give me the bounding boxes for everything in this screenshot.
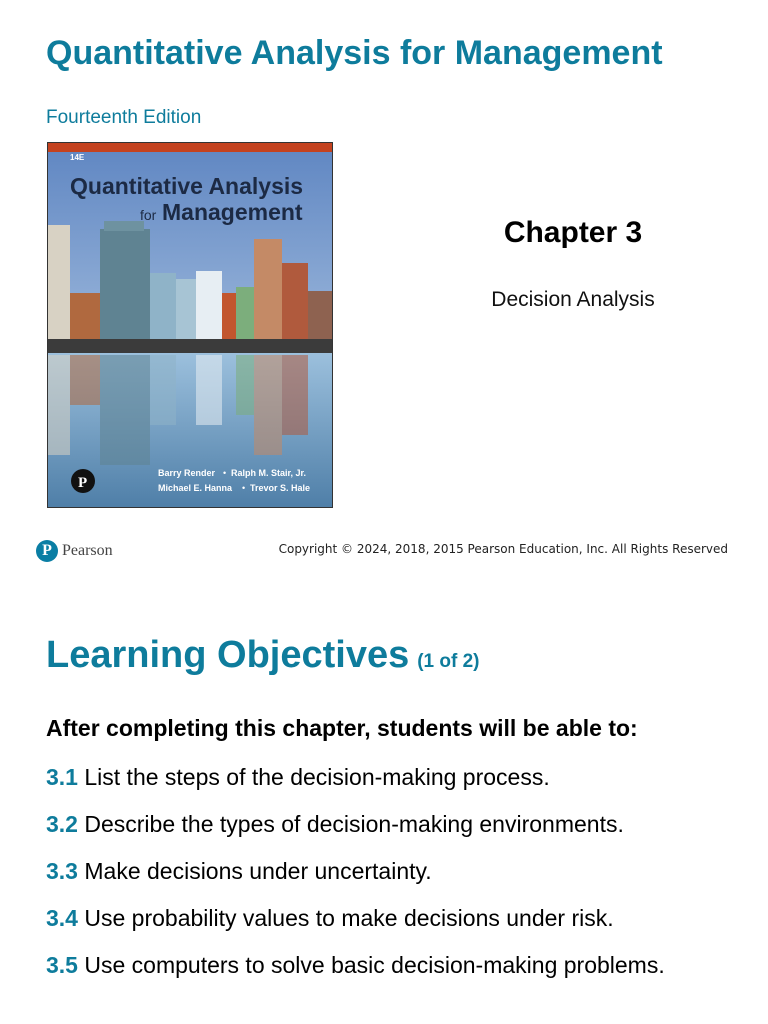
pearson-p-icon: P (36, 540, 58, 562)
cover-illustration (48, 143, 332, 507)
objective-item (46, 809, 726, 839)
objective-text: List the steps of the decision-making process. (84, 764, 550, 790)
objective-item (46, 903, 726, 933)
slide-title-suffix: (1 of 2) (417, 651, 480, 672)
objectives-list (46, 762, 726, 997)
objective-text: Describe the types of decision-making environments. (84, 811, 624, 837)
copyright-notice: Copyright © 2024, 2018, 2015 Pearson Education, Inc. All Rights Reserved (278, 542, 728, 556)
objective-text: Use probability values to make decisions under risk. (84, 905, 614, 931)
objective-number: 3.4 (46, 905, 78, 931)
learning-objectives-slide (0, 580, 768, 1024)
book-cover (47, 142, 333, 508)
cover-author: Trevor S. Hale (250, 483, 311, 493)
chapter-number: Chapter 3 (503, 216, 643, 249)
cover-author: Michael E. Hanna (158, 483, 233, 493)
cover-edition-badge: 14E (70, 153, 85, 162)
cover-author: Ralph M. Stair, Jr. (231, 468, 307, 478)
edition-label: Fourteenth Edition (46, 107, 202, 128)
slide-title-text: Learning Objectives (46, 634, 410, 676)
objective-item (46, 950, 726, 980)
book-title: Quantitative Analysis for Management (46, 34, 663, 72)
objective-number: 3.5 (46, 952, 78, 978)
cover-author: Barry Render (158, 468, 216, 478)
objective-number: 3.3 (46, 858, 78, 884)
objective-text: Use computers to solve basic decision-making problems. (84, 952, 665, 978)
objective-number: 3.1 (46, 764, 78, 790)
chapter-title: Decision Analysis (491, 288, 655, 311)
pearson-logo (36, 538, 113, 564)
cover-title-management: Management (162, 199, 303, 225)
svg-text:P: P (78, 475, 88, 491)
objective-text: Make decisions under uncertainty. (84, 858, 432, 884)
objective-number: 3.2 (46, 811, 78, 837)
cover-title-line1: Quantitative Analysis (70, 173, 304, 199)
objective-item (46, 762, 726, 792)
svg-text:•: • (223, 468, 227, 478)
svg-text:•: • (242, 483, 246, 493)
pearson-wordmark: Pearson (62, 542, 113, 559)
objectives-intro: After completing this chapter, students will be able to: (46, 715, 638, 741)
cover-title-for: for (140, 207, 157, 223)
slide-title (46, 634, 480, 677)
objective-item (46, 856, 726, 886)
cover-top-band (48, 143, 332, 152)
